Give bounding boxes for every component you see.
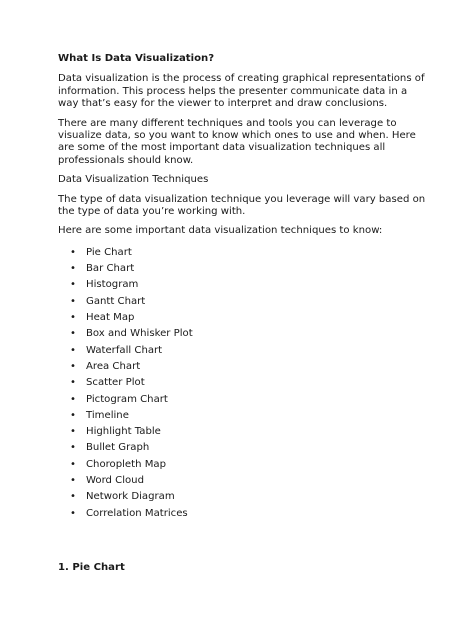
list-item-label: Pie Chart — [86, 246, 132, 258]
list-item-label: Waterfall Chart — [86, 344, 163, 356]
list-item — [58, 424, 430, 440]
bullet-icon: • — [70, 263, 76, 275]
bullet-icon: • — [70, 360, 76, 372]
list-item — [58, 375, 430, 391]
bullet-icon: • — [70, 458, 76, 470]
list-item-label: Pictogram Chart — [86, 393, 168, 405]
list-item-label: Area Chart — [86, 360, 141, 372]
list-item — [58, 392, 430, 408]
list-item-label: Correlation Matrices — [86, 507, 188, 519]
list-item-label: Box and Whisker Plot — [86, 328, 193, 340]
list-item — [58, 408, 430, 424]
list-item — [58, 489, 430, 505]
list-item — [58, 310, 430, 326]
list-item-label: Timeline — [86, 409, 129, 421]
bullet-icon: • — [70, 475, 76, 487]
bullet-icon: • — [70, 312, 76, 324]
list-item-label: Highlight Table — [86, 426, 161, 438]
document-body — [58, 53, 430, 522]
bullet-icon: • — [70, 279, 76, 291]
list-item — [58, 245, 430, 261]
page-title: What Is Data Visualization? — [58, 53, 215, 64]
bullet-icon: • — [70, 246, 76, 258]
section-subheading: Data Visualization Techniques — [58, 174, 209, 186]
list-item — [58, 326, 430, 342]
bullet-icon: • — [70, 377, 76, 389]
list-item-label: Network Diagram — [86, 491, 175, 503]
list-item-label: Choropleth Map — [86, 458, 167, 470]
list-item — [58, 359, 430, 375]
list-item-label: Scatter Plot — [86, 377, 145, 389]
list-item — [58, 343, 430, 359]
list-item — [58, 457, 430, 473]
list-item-label: Word Cloud — [86, 475, 144, 487]
list-item — [58, 473, 430, 489]
list-intro: Here are some important data visualization techniques to know: — [58, 225, 383, 237]
bullet-icon: • — [70, 328, 76, 340]
list-item — [58, 261, 430, 277]
list-item — [58, 277, 430, 293]
bullet-icon: • — [70, 295, 76, 307]
technique-list — [58, 245, 430, 522]
list-item — [58, 294, 430, 310]
techniques-paragraph: There are many different techniques and tools you can leverage to visualize data, so you want to know which ones to use and when. Here are some of the most important data visualization techniques all professionals should know. — [58, 117, 416, 166]
list-item — [58, 440, 430, 456]
bullet-icon: • — [70, 344, 76, 356]
list-item-label: Bar Chart — [86, 263, 135, 275]
bullet-icon: • — [70, 409, 76, 421]
section-heading: 1. Pie Chart — [58, 562, 125, 573]
list-item-label: Bullet Graph — [86, 442, 150, 454]
bullet-icon: • — [70, 393, 76, 405]
bullet-icon: • — [70, 507, 76, 519]
list-item — [58, 506, 430, 522]
list-item-label: Gantt Chart — [86, 295, 146, 307]
bullet-icon: • — [70, 442, 76, 454]
list-item-label: Histogram — [86, 279, 139, 291]
bullet-icon: • — [70, 426, 76, 438]
bullet-icon: • — [70, 491, 76, 503]
intro-paragraph: Data visualization is the process of creating graphical representations of information. This process helps the presenter communicate data in a way that’s easy for the viewer to interpret and draw conclusions. — [58, 73, 425, 110]
technique-type-paragraph: The type of data visualization technique you leverage will vary based on the type of data you’re working with. — [58, 193, 426, 218]
list-item-label: Heat Map — [86, 312, 135, 324]
